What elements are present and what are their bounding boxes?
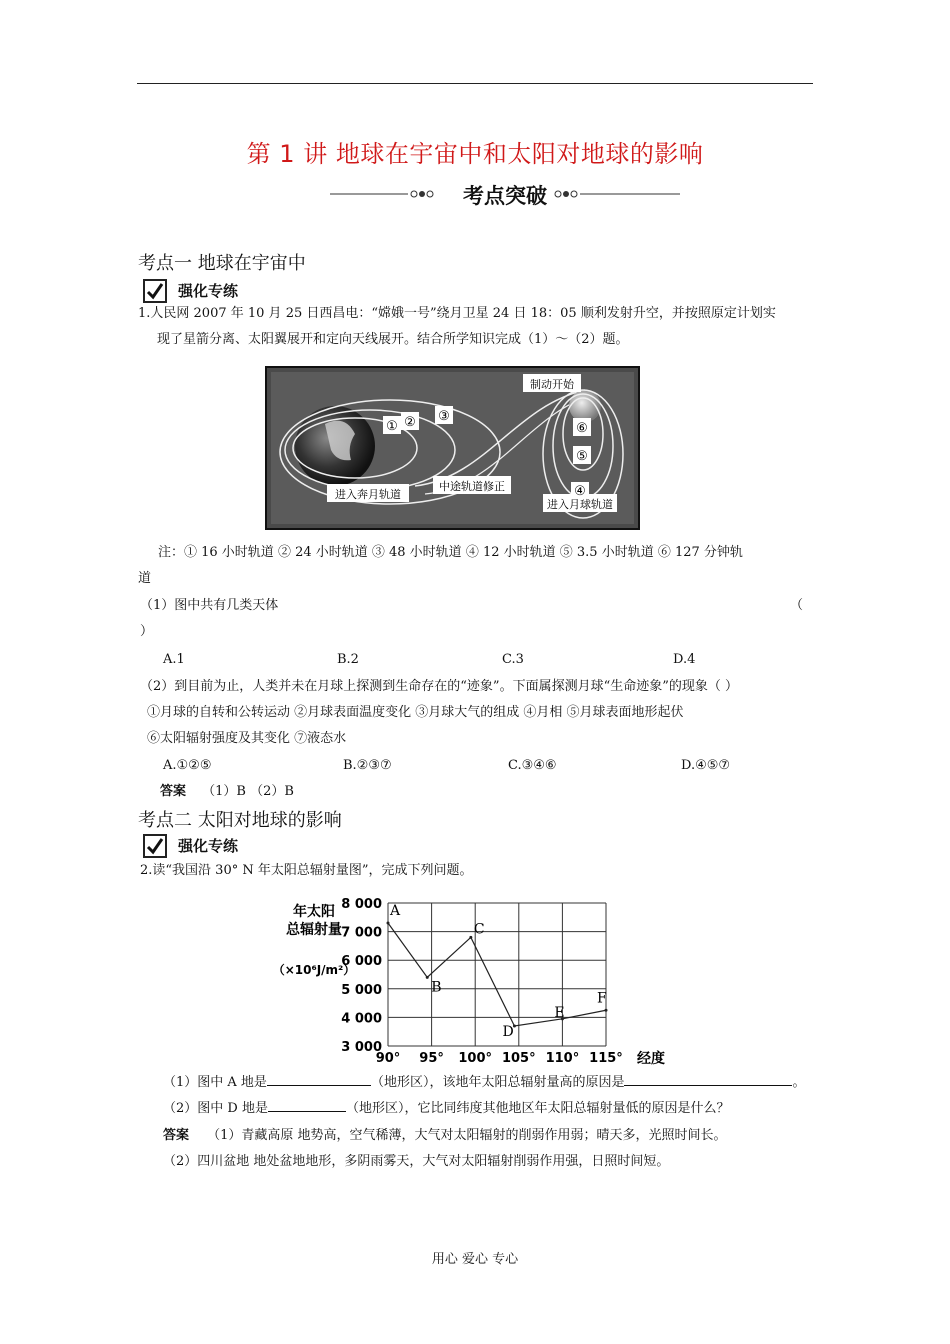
q1-line2: 现了星箭分离、太阳翼展开和定向天线展开。结合所学知识完成（1）～（2）题。 [157,332,629,347]
q2-sub1-part-b: （地形区），该地年太阳总辐射量高的原因是 [370,1075,625,1090]
sub1-option-d: D.4 [673,652,696,667]
q2-sub1-part-c: 。 [792,1075,806,1090]
data-point [605,1009,608,1012]
subtitle-banner [330,178,680,210]
orbit-figure [265,366,640,530]
answer-blank-a[interactable] [267,1071,371,1086]
data-point [387,922,390,925]
page-title: 第 1 讲 地球在宇宙中和太阳对地球的影响 [246,140,704,168]
badge-label: 强化专练 [178,837,239,855]
figure-note-line2: 道 [138,571,152,586]
checkbox-icon [143,834,167,858]
label-n2: ② [404,415,416,430]
checkbox-icon [143,279,167,303]
q1-line1: 1.人民网 2007 年 10 月 25 日西昌电：“嫦娥一号”绕月卫星 24 日 18：05 顺利发射升空，并按照原定计划实 [138,306,776,321]
chart-series [387,903,608,1040]
data-point [426,976,429,979]
answer1-text: （1）B （2）B [202,784,294,799]
q2-sub1-part-a: （1）图中 A 地是 [163,1075,267,1090]
header-rule [137,83,813,84]
y-tick-label: 3 000 [341,1040,382,1055]
answer2-line2: （2）四川盆地 地处盆地地形，多阴雨雾天，大气对太阳辐射削弱作用强，日照时间短。 [163,1154,670,1169]
y-tick-label: 8 000 [341,897,382,912]
label-n1: ① [386,419,398,434]
sub2-option-c: C.③④⑥ [508,758,557,773]
label-n5: ⑤ [576,449,588,464]
section2-badge [143,834,343,858]
x-tick-label: 115° [589,1051,623,1066]
x-tick-label: 95° [419,1051,444,1066]
sub1-paren-open: （ [790,598,804,613]
chart-yunit: （×10⁶J/m²） [272,963,356,977]
sub2-option-a: A.①②⑤ [163,758,212,773]
y-tick-label: 5 000 [341,982,382,998]
label-n3: ③ [438,409,450,424]
q2-sub2 [163,1096,729,1122]
y-tick-label: 4 000 [341,1011,382,1027]
page-footer: 用心 爱心 专心 [431,1252,519,1267]
section1-badge [143,279,343,303]
point-label: A [390,903,401,920]
x-tick-label: 100° [458,1051,493,1066]
sub2-option-d: D.④⑤⑦ [681,758,731,773]
label-enter-transfer: 进入奔月轨道 [335,488,401,501]
answer1 [160,779,294,805]
answer1-label: 答案 [160,784,187,799]
answer-blank-reason[interactable] [624,1071,792,1086]
q2-sub1 [163,1070,805,1096]
y-tick-label: 7 000 [341,925,382,941]
sub1-option-a: A.1 [163,652,185,667]
answer2-line1 [163,1123,727,1149]
data-point [469,936,472,939]
chart-grid [388,903,606,1046]
answer2-text-line1: （1）青藏高原 地势高，空气稀薄，大气对太阳辐射的削弱作用弱；晴天多，光照时间长。 [207,1128,727,1143]
sub2-question: （2）到目前为止，人类并未在月球上探测到生命存在的“迹象”。下面属探测月球“生命迹象”的现象（ ） [140,679,738,694]
point-label: B [431,979,442,996]
x-tick-label: 105° [501,1051,536,1066]
orbit-diagram [265,366,640,530]
label-n6: ⑥ [576,421,588,436]
label-midcourse: 中途轨道修正 [439,480,505,493]
chart-ylabel-line2: 总辐射量 [286,922,342,938]
x-tick-label: 90° [375,1051,401,1066]
q2-text: 2.读“我国沿 30° N 年太阳总辐射量图”，完成下列问题。 [140,863,473,878]
y-tick-label: 6 000 [341,954,382,970]
x-tick-label: 110° [545,1051,580,1066]
sub2-items-line2: ⑥太阳辐射强度及其变化 ⑦液态水 [147,731,347,746]
point-label: D [502,1023,514,1040]
chart-ylabel-line1: 年太阳 [293,904,335,920]
sub1-option-b: B.2 [337,652,359,667]
series-line [388,923,606,1026]
sub1-option-c: C.3 [502,652,524,667]
label-enter-lunar: 进入月球轨道 [547,498,613,511]
label-n4: ④ [574,484,586,499]
sub1-paren-close: ） [140,624,154,639]
q2-sub2-part-b: （地形区），它比同纬度其他地区年太阳总辐射量低的原因是什么？ [345,1101,730,1116]
radiation-chart-svg [270,890,670,1070]
subtitle-text: 考点突破 [463,184,547,208]
q2-sub2-part-a: （2）图中 D 地是 [163,1101,268,1116]
point-label: C [473,921,485,938]
answer2-label: 答案 [163,1128,190,1143]
section2-heading: 考点二 太阳对地球的影响 [138,810,342,831]
answer-blank-d[interactable] [268,1097,346,1112]
point-label: E [554,1004,565,1021]
point-label: F [597,990,607,1007]
badge-label: 强化专练 [178,282,239,300]
sub2-option-b: B.②③⑦ [343,758,392,773]
figure-note-line1: 注：① 16 小时轨道 ② 24 小时轨道 ③ 48 小时轨道 ④ 12 小时轨道 ⑤ 3.5 小时轨道 ⑥ 127 分钟轨 [158,545,743,560]
label-braking: 制动开始 [530,378,574,391]
sub1-question: （1）图中共有几类天体 [140,598,279,613]
sub2-items-line1: ①月球的自转和公转运动 ②月球表面温度变化 ③月球大气的组成 ④月相 ⑤月球表面地形起伏 [147,705,684,720]
radiation-chart [270,890,670,1070]
chart-xlabel: 经度 [637,1051,665,1067]
section1-heading: 考点一 地球在宇宙中 [138,253,306,274]
